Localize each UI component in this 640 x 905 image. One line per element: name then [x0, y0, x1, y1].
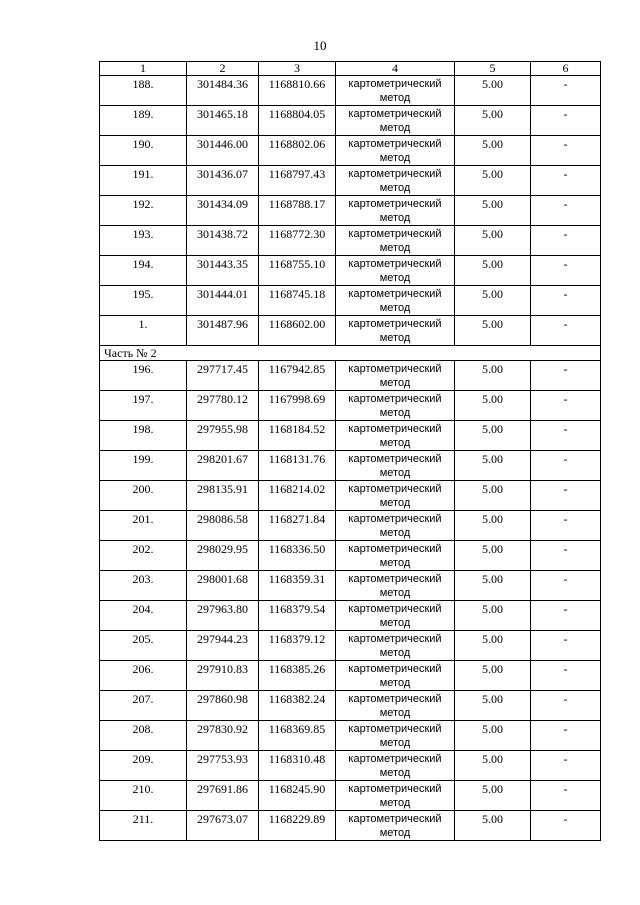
y-coordinate-cell: 1168271.84: [259, 511, 336, 541]
method-line-2: метод: [379, 377, 411, 389]
method-line-1: картометрический: [348, 633, 442, 645]
method-line-1: картометрический: [348, 198, 442, 210]
x-coordinate-cell: 301443.35: [187, 256, 259, 286]
y-coordinate-cell: 1167998.69: [259, 391, 336, 421]
table-row: [100, 511, 601, 541]
method-cell: [336, 721, 455, 751]
method-line-2: метод: [379, 152, 411, 164]
precision-cell: 5.00: [455, 691, 531, 721]
point-number-cell: 209.: [100, 751, 187, 781]
method-line-2: метод: [379, 92, 411, 104]
method-line-1: картометрический: [348, 138, 442, 150]
y-coordinate-cell: 1168382.24: [259, 691, 336, 721]
x-coordinate-cell: 297860.98: [187, 691, 259, 721]
method-cell: [336, 631, 455, 661]
method-line-1: картометрический: [348, 663, 442, 675]
method-cell: [336, 811, 455, 841]
method-cell: [336, 421, 455, 451]
method-line-1: картометрический: [348, 228, 442, 240]
point-number-cell: 199.: [100, 451, 187, 481]
table-row: [100, 316, 601, 346]
description-cell: -: [531, 631, 601, 661]
method-line-1: картометрический: [348, 288, 442, 300]
method-cell: [336, 136, 455, 166]
method-cell: [336, 256, 455, 286]
y-coordinate-cell: 1168229.89: [259, 811, 336, 841]
precision-cell: 5.00: [455, 751, 531, 781]
column-header: 4: [336, 62, 455, 76]
y-coordinate-cell: 1168131.76: [259, 451, 336, 481]
precision-cell: 5.00: [455, 106, 531, 136]
table-row: [100, 451, 601, 481]
method-line-1: картометрический: [348, 393, 442, 405]
method-line-2: метод: [379, 767, 411, 779]
table-row: [100, 751, 601, 781]
method-line-1: картометрический: [348, 78, 442, 90]
description-cell: -: [531, 361, 601, 391]
method-line-1: картометрический: [348, 318, 442, 330]
description-cell: -: [531, 691, 601, 721]
precision-cell: 5.00: [455, 541, 531, 571]
precision-cell: 5.00: [455, 256, 531, 286]
x-coordinate-cell: 301434.09: [187, 196, 259, 226]
table-row: [100, 781, 601, 811]
y-coordinate-cell: 1168184.52: [259, 421, 336, 451]
section-row: [100, 346, 601, 361]
method-cell: [336, 226, 455, 256]
x-coordinate-cell: 297673.07: [187, 811, 259, 841]
point-number-cell: 207.: [100, 691, 187, 721]
table-row: [100, 76, 601, 106]
description-cell: -: [531, 166, 601, 196]
x-coordinate-cell: 298086.58: [187, 511, 259, 541]
method-line-1: картометрический: [348, 543, 442, 555]
point-number-cell: 200.: [100, 481, 187, 511]
coordinates-table: [99, 61, 601, 841]
method-line-2: метод: [379, 707, 411, 719]
method-cell: [336, 451, 455, 481]
table-row: [100, 226, 601, 256]
description-cell: -: [531, 256, 601, 286]
method-line-1: картометрический: [348, 753, 442, 765]
table-row: [100, 631, 601, 661]
description-cell: -: [531, 781, 601, 811]
description-cell: -: [531, 541, 601, 571]
precision-cell: 5.00: [455, 166, 531, 196]
description-cell: -: [531, 451, 601, 481]
method-line-2: метод: [379, 587, 411, 599]
method-line-2: метод: [379, 467, 411, 479]
y-coordinate-cell: 1168369.85: [259, 721, 336, 751]
method-line-1: картометрический: [348, 513, 442, 525]
precision-cell: 5.00: [455, 481, 531, 511]
y-coordinate-cell: 1168745.18: [259, 286, 336, 316]
method-line-2: метод: [379, 332, 411, 344]
description-cell: -: [531, 136, 601, 166]
method-line-2: метод: [379, 557, 411, 569]
description-cell: -: [531, 751, 601, 781]
column-header: 6: [531, 62, 601, 76]
point-number-cell: 195.: [100, 286, 187, 316]
table-row: [100, 421, 601, 451]
y-coordinate-cell: 1168385.26: [259, 661, 336, 691]
x-coordinate-cell: 297944.23: [187, 631, 259, 661]
description-cell: -: [531, 316, 601, 346]
method-line-2: метод: [379, 797, 411, 809]
method-line-1: картометрический: [348, 573, 442, 585]
precision-cell: 5.00: [455, 451, 531, 481]
table-row: [100, 256, 601, 286]
precision-cell: 5.00: [455, 76, 531, 106]
x-coordinate-cell: 297963.80: [187, 601, 259, 631]
precision-cell: 5.00: [455, 136, 531, 166]
method-cell: [336, 361, 455, 391]
precision-cell: 5.00: [455, 601, 531, 631]
method-line-2: метод: [379, 302, 411, 314]
y-coordinate-cell: 1168214.02: [259, 481, 336, 511]
method-cell: [336, 541, 455, 571]
method-line-1: картометрический: [348, 258, 442, 270]
y-coordinate-cell: 1168797.43: [259, 166, 336, 196]
x-coordinate-cell: 298201.67: [187, 451, 259, 481]
x-coordinate-cell: 297717.45: [187, 361, 259, 391]
method-line-2: метод: [379, 497, 411, 509]
point-number-cell: 1.: [100, 316, 187, 346]
precision-cell: 5.00: [455, 721, 531, 751]
method-line-2: метод: [379, 737, 411, 749]
table-row: [100, 661, 601, 691]
table-row: [100, 811, 601, 841]
precision-cell: 5.00: [455, 226, 531, 256]
x-coordinate-cell: 301438.72: [187, 226, 259, 256]
point-number-cell: 197.: [100, 391, 187, 421]
method-cell: [336, 166, 455, 196]
x-coordinate-cell: 297753.93: [187, 751, 259, 781]
description-cell: -: [531, 721, 601, 751]
table-row: [100, 106, 601, 136]
y-coordinate-cell: 1168810.66: [259, 76, 336, 106]
x-coordinate-cell: 301484.36: [187, 76, 259, 106]
method-line-2: метод: [379, 527, 411, 539]
precision-cell: 5.00: [455, 286, 531, 316]
table-row: [100, 721, 601, 751]
y-coordinate-cell: 1168602.00: [259, 316, 336, 346]
y-coordinate-cell: 1168379.12: [259, 631, 336, 661]
method-line-2: метод: [379, 617, 411, 629]
y-coordinate-cell: 1168755.10: [259, 256, 336, 286]
method-line-2: метод: [379, 647, 411, 659]
x-coordinate-cell: 297910.83: [187, 661, 259, 691]
method-line-1: картометрический: [348, 483, 442, 495]
method-cell: [336, 751, 455, 781]
method-line-2: метод: [379, 827, 411, 839]
precision-cell: 5.00: [455, 361, 531, 391]
table-row: [100, 286, 601, 316]
point-number-cell: 201.: [100, 511, 187, 541]
x-coordinate-cell: 297955.98: [187, 421, 259, 451]
point-number-cell: 196.: [100, 361, 187, 391]
description-cell: -: [531, 571, 601, 601]
column-header: 5: [455, 62, 531, 76]
description-cell: -: [531, 226, 601, 256]
method-line-2: метод: [379, 182, 411, 194]
point-number-cell: 192.: [100, 196, 187, 226]
method-cell: [336, 781, 455, 811]
column-header: 1: [100, 62, 187, 76]
y-coordinate-cell: 1168379.54: [259, 601, 336, 631]
x-coordinate-cell: 297780.12: [187, 391, 259, 421]
method-cell: [336, 76, 455, 106]
point-number-cell: 206.: [100, 661, 187, 691]
x-coordinate-cell: 298029.95: [187, 541, 259, 571]
method-cell: [336, 106, 455, 136]
x-coordinate-cell: 301446.00: [187, 136, 259, 166]
y-coordinate-cell: 1167942.85: [259, 361, 336, 391]
point-number-cell: 188.: [100, 76, 187, 106]
point-number-cell: 194.: [100, 256, 187, 286]
point-number-cell: 190.: [100, 136, 187, 166]
precision-cell: 5.00: [455, 571, 531, 601]
y-coordinate-cell: 1168772.30: [259, 226, 336, 256]
method-line-1: картометрический: [348, 723, 442, 735]
table-row: [100, 166, 601, 196]
precision-cell: 5.00: [455, 811, 531, 841]
description-cell: -: [531, 76, 601, 106]
method-line-2: метод: [379, 242, 411, 254]
method-cell: [336, 196, 455, 226]
method-line-1: картометрический: [348, 813, 442, 825]
table-row: [100, 136, 601, 166]
precision-cell: 5.00: [455, 511, 531, 541]
x-coordinate-cell: 298001.68: [187, 571, 259, 601]
method-line-2: метод: [379, 122, 411, 134]
table-row: [100, 691, 601, 721]
method-line-1: картометрический: [348, 693, 442, 705]
method-line-2: метод: [379, 212, 411, 224]
column-header: 3: [259, 62, 336, 76]
precision-cell: 5.00: [455, 196, 531, 226]
method-cell: [336, 601, 455, 631]
table-row: [100, 541, 601, 571]
point-number-cell: 198.: [100, 421, 187, 451]
method-line-2: метод: [379, 677, 411, 689]
page-number: 10: [313, 38, 327, 53]
precision-cell: 5.00: [455, 661, 531, 691]
method-cell: [336, 661, 455, 691]
y-coordinate-cell: 1168804.05: [259, 106, 336, 136]
point-number-cell: 211.: [100, 811, 187, 841]
precision-cell: 5.00: [455, 316, 531, 346]
description-cell: -: [531, 106, 601, 136]
method-line-1: картометрический: [348, 603, 442, 615]
description-cell: -: [531, 811, 601, 841]
point-number-cell: 210.: [100, 781, 187, 811]
table-row: [100, 361, 601, 391]
method-cell: [336, 571, 455, 601]
y-coordinate-cell: 1168336.50: [259, 541, 336, 571]
method-cell: [336, 481, 455, 511]
column-header: 2: [187, 62, 259, 76]
description-cell: -: [531, 286, 601, 316]
y-coordinate-cell: 1168245.90: [259, 781, 336, 811]
description-cell: -: [531, 661, 601, 691]
method-line-2: метод: [379, 272, 411, 284]
method-line-1: картометрический: [348, 423, 442, 435]
x-coordinate-cell: 301444.01: [187, 286, 259, 316]
x-coordinate-cell: 301487.96: [187, 316, 259, 346]
method-line-1: картометрический: [348, 783, 442, 795]
table-row: [100, 481, 601, 511]
point-number-cell: 191.: [100, 166, 187, 196]
point-number-cell: 204.: [100, 601, 187, 631]
table-header-row: [100, 62, 601, 76]
precision-cell: 5.00: [455, 421, 531, 451]
method-cell: [336, 391, 455, 421]
y-coordinate-cell: 1168802.06: [259, 136, 336, 166]
y-coordinate-cell: 1168310.48: [259, 751, 336, 781]
point-number-cell: 205.: [100, 631, 187, 661]
x-coordinate-cell: 297830.92: [187, 721, 259, 751]
x-coordinate-cell: 297691.86: [187, 781, 259, 811]
x-coordinate-cell: 301436.07: [187, 166, 259, 196]
method-line-2: метод: [379, 437, 411, 449]
method-cell: [336, 691, 455, 721]
method-line-1: картометрический: [348, 168, 442, 180]
table-row: [100, 601, 601, 631]
method-cell: [336, 316, 455, 346]
method-cell: [336, 286, 455, 316]
point-number-cell: 208.: [100, 721, 187, 751]
method-line-1: картометрический: [348, 363, 442, 375]
point-number-cell: 203.: [100, 571, 187, 601]
precision-cell: 5.00: [455, 781, 531, 811]
point-number-cell: 202.: [100, 541, 187, 571]
description-cell: -: [531, 196, 601, 226]
table-row: [100, 571, 601, 601]
method-cell: [336, 511, 455, 541]
table-row: [100, 391, 601, 421]
method-line-1: картометрический: [348, 108, 442, 120]
table-row: [100, 196, 601, 226]
method-line-1: картометрический: [348, 453, 442, 465]
point-number-cell: 193.: [100, 226, 187, 256]
y-coordinate-cell: 1168359.31: [259, 571, 336, 601]
y-coordinate-cell: 1168788.17: [259, 196, 336, 226]
description-cell: -: [531, 481, 601, 511]
description-cell: -: [531, 601, 601, 631]
precision-cell: 5.00: [455, 631, 531, 661]
description-cell: -: [531, 421, 601, 451]
description-cell: -: [531, 391, 601, 421]
x-coordinate-cell: 298135.91: [187, 481, 259, 511]
point-number-cell: 189.: [100, 106, 187, 136]
description-cell: -: [531, 511, 601, 541]
x-coordinate-cell: 301465.18: [187, 106, 259, 136]
method-line-2: метод: [379, 407, 411, 419]
precision-cell: 5.00: [455, 391, 531, 421]
section-label: Часть № 2: [100, 346, 601, 361]
